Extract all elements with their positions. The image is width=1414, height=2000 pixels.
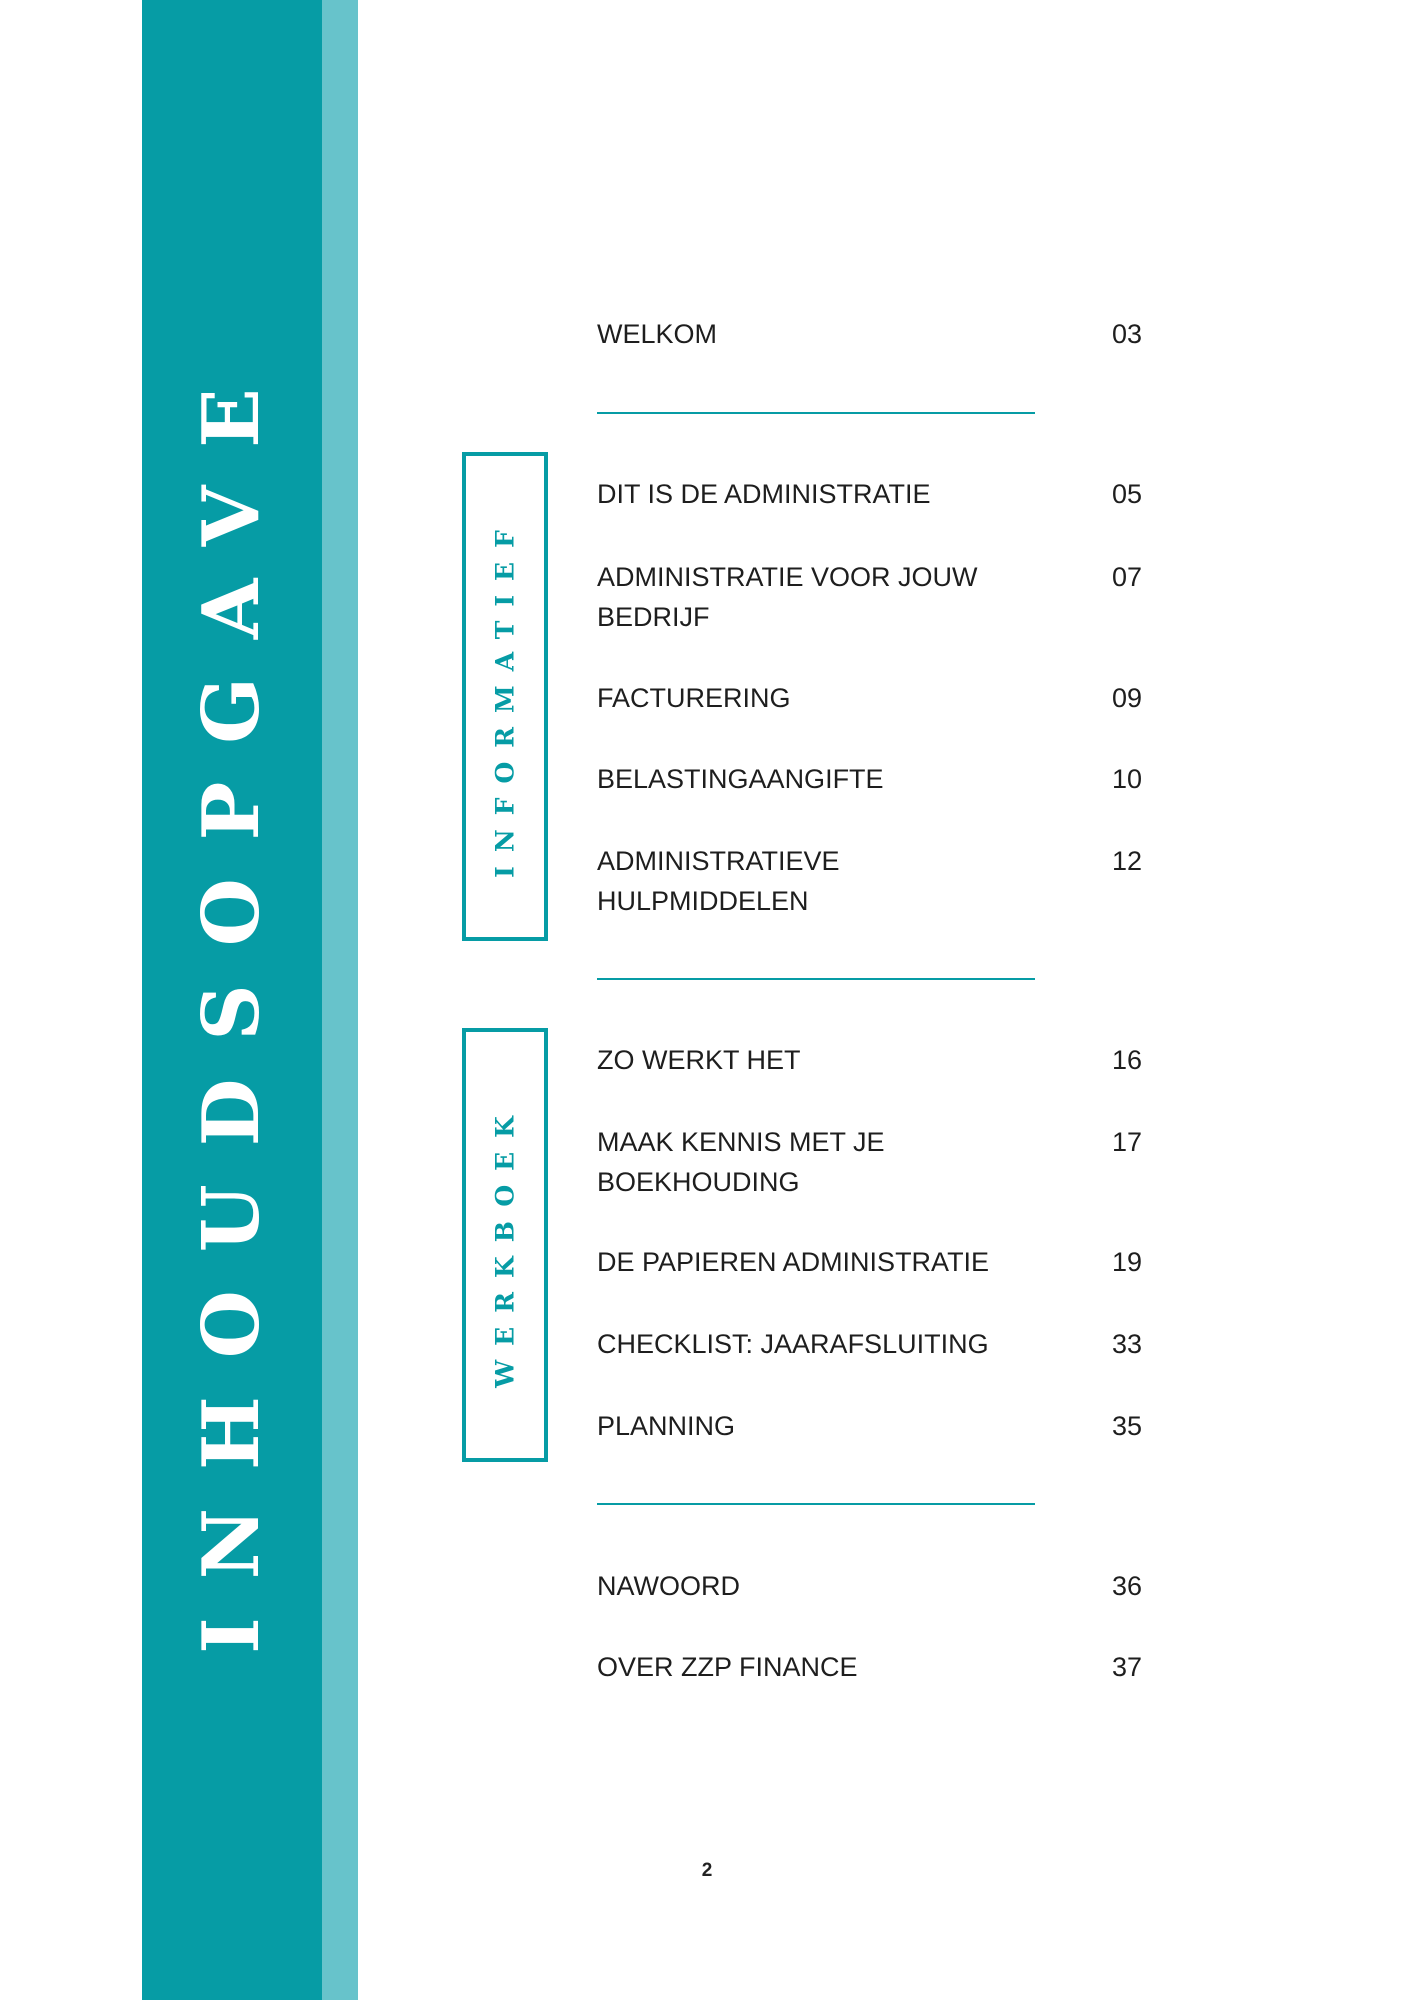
toc-item-page: 12	[1111, 846, 1142, 876]
section-box-informatief	[462, 452, 548, 941]
page-number: 2	[701, 1860, 713, 1881]
section-box-werkboek	[462, 1028, 548, 1462]
toc-item-label: ZO WERKT HET	[597, 1045, 801, 1075]
toc-item-label: DE PAPIEREN ADMINISTRATIE	[597, 1247, 990, 1277]
accent-band	[322, 0, 358, 2000]
toc-item-page: 35	[1111, 1411, 1142, 1441]
divider	[597, 1503, 1035, 1505]
divider	[597, 978, 1035, 980]
page-title: INHOUDSOPGAVE	[186, 350, 277, 1654]
toc-item-label: OVER ZZP FINANCE	[597, 1652, 858, 1682]
toc-item-label: DIT IS DE ADMINISTRATIE	[597, 479, 931, 509]
toc-item-page: 33	[1111, 1329, 1142, 1359]
toc-item-page: 05	[1111, 479, 1142, 509]
toc-item-page: 16	[1111, 1045, 1142, 1075]
toc-item-page: 09	[1111, 683, 1142, 713]
toc-item-page: 19	[1111, 1247, 1142, 1277]
toc-item-label: MAAK KENNIS MET JE BOEKHOUDING	[597, 1127, 885, 1197]
toc-item-page: 10	[1111, 764, 1142, 794]
section-label-werkboek: WERKBOEK	[490, 1102, 520, 1388]
toc-item-label: WELKOM	[597, 319, 718, 349]
toc-item-label: ADMINISTRATIE VOOR JOUW BEDRIJF	[597, 562, 978, 632]
section-label-informatief: INFORMATIEF	[490, 515, 520, 878]
toc-item-label: ADMINISTRATIEVE HULPMIDDELEN	[597, 846, 840, 916]
toc-item-label: BELASTINGAANGIFTE	[597, 764, 884, 794]
toc-item-label: NAWOORD	[597, 1571, 740, 1601]
divider	[597, 412, 1035, 414]
toc-item-page: 37	[1111, 1652, 1142, 1682]
toc-item-label: FACTURERING	[597, 683, 791, 713]
toc-item-page: 07	[1111, 562, 1142, 592]
toc-item-page: 03	[1111, 319, 1142, 349]
toc-item-label: PLANNING	[597, 1411, 736, 1441]
toc-item-label: CHECKLIST: JAARAFSLUITING	[597, 1329, 989, 1359]
toc-item-page: 36	[1111, 1571, 1142, 1601]
toc-item-page: 17	[1111, 1127, 1142, 1157]
